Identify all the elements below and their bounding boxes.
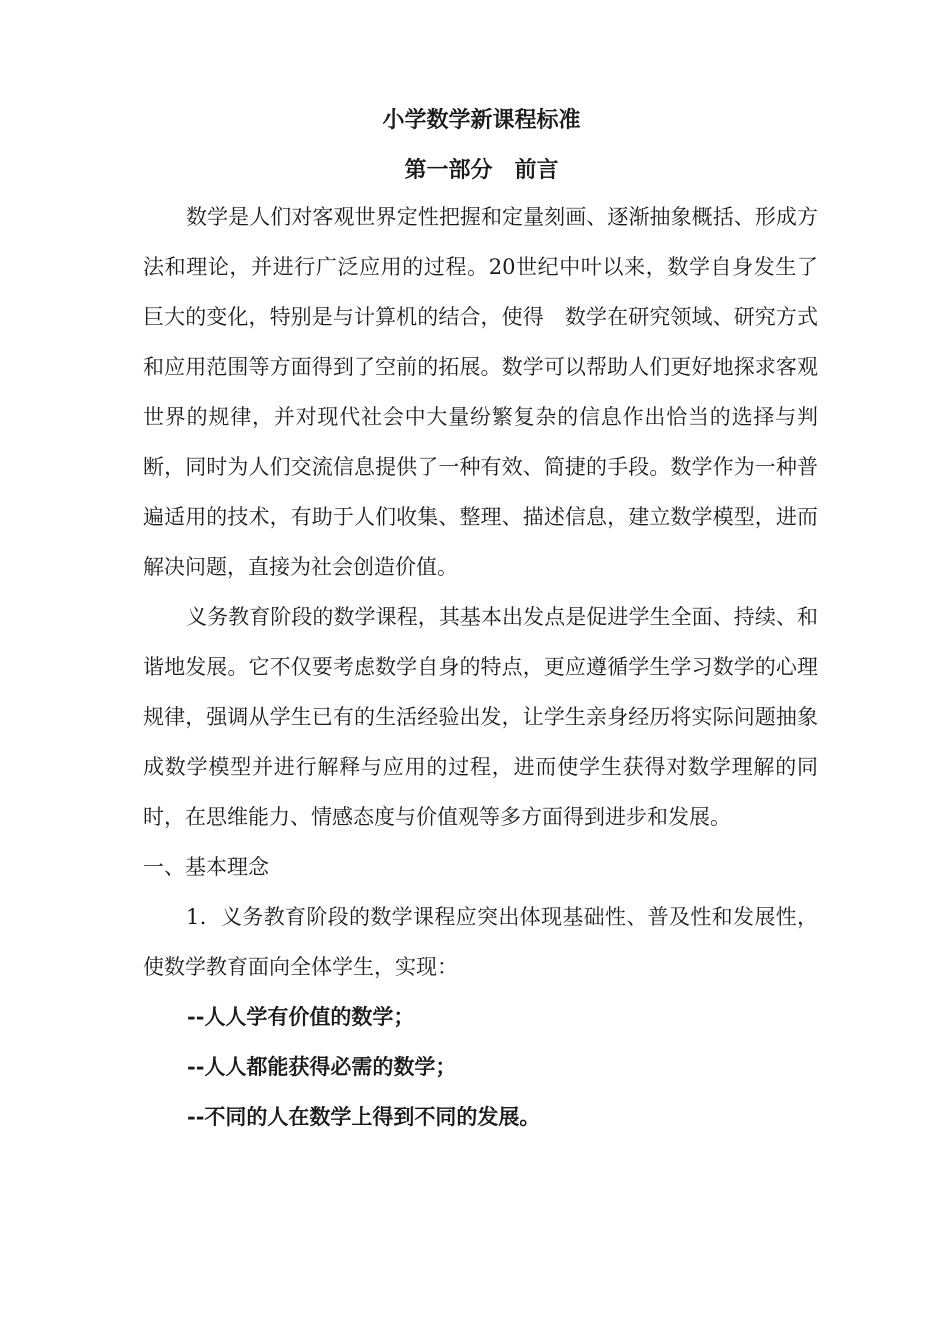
bullet-item: --人人都能获得必需的数学；	[187, 1054, 457, 1079]
paragraph-intro: 数学是人们对客观世界定性把握和定量刻画、逐渐抽象概括、形成方法和理论，并进行广泛应用的过程。20世纪中叶以来，数学自身发生了巨大的变化，特别是与计算机的结合，使得 数学在研究领域、研究方式和应用范围等方面得到了空前的拓展。数学可以帮助人们更好地探求客观世界的规律，并对现代社会中大量纷繁复杂的信息作出恰当的选择与判断，同时为人们交流信息提供了一种有效、简捷的手段。数学作为一种普遍适用的技术，有助于人们收集、整理、描述信息，建立数学模型，进而解决问题，直接为社会创造价值。	[143, 205, 818, 579]
document-body	[143, 100, 818, 1142]
bullet-item: --不同的人在数学上得到不同的发展。	[187, 1104, 541, 1129]
bullet-item: --人人学有价值的数学；	[187, 1004, 415, 1029]
section-title: 第一部分 前言	[404, 157, 559, 183]
paragraph-curriculum: 义务教育阶段的数学课程，其基本出发点是促进学生全面、持续、和谐地发展。它不仅要考虑数学自身的特点，更应遵循学生学习数学的心理规律，强调从学生已有的生活经验出发，让学生亲身经历将实际问题抽象成数学模型并进行解释与应用的过程，进而使学生获得对数学理解的同时，在思维能力、情感态度与价值观等多方面得到进步和发展。	[143, 605, 818, 829]
point-one-paragraph: 1．义务教育阶段的数学课程应突出体现基础性、普及性和发展性，使数学教育面向全体学生，实现：	[143, 905, 818, 979]
document-title: 小学数学新课程标准	[382, 107, 581, 133]
subheading-basic-concepts: 一、基本理念	[143, 855, 269, 879]
